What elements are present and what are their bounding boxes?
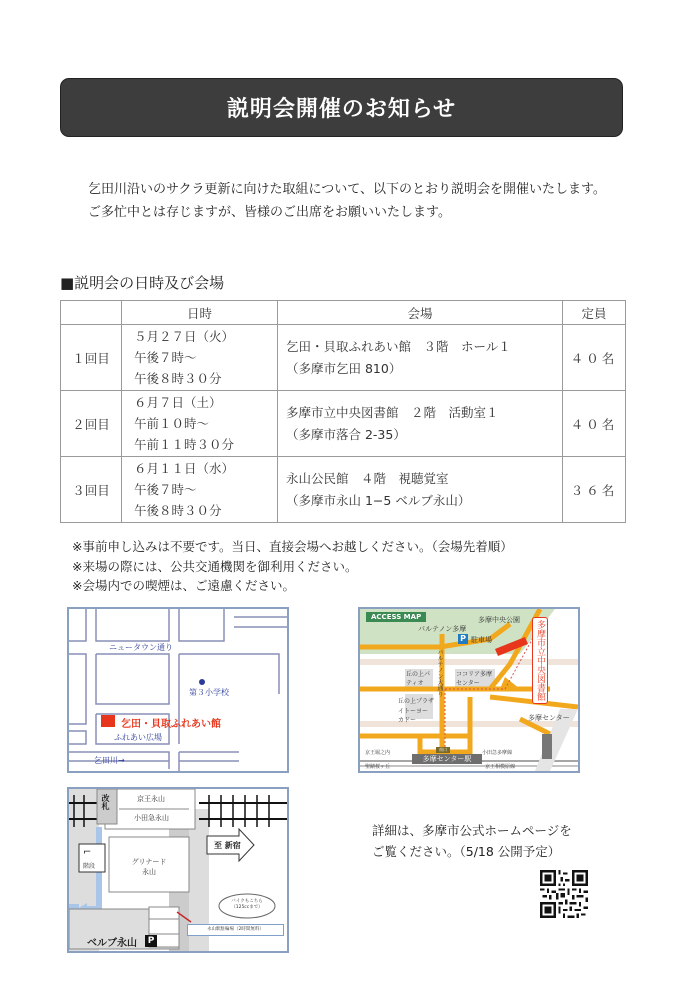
header-blank [61, 301, 122, 325]
parking-icon: P [145, 935, 157, 947]
details-line-2: ご覧ください。（5/18 公開予定） [372, 844, 561, 859]
belbu-label: ベルブ永山 [87, 938, 137, 949]
header-datetime: 日時 [122, 301, 278, 325]
datetime-cell [122, 391, 278, 457]
venue-label: 乞田・貝取ふれあい館 [121, 719, 221, 730]
access-map-header: ACCESS MAP [366, 612, 426, 622]
header-venue: 会場 [278, 301, 563, 325]
end-time: 午後８時３０分 [134, 371, 222, 386]
end-time: 午後８時３０分 [134, 503, 222, 518]
odakyu-line-label: 小田急多摩線 [482, 750, 513, 756]
greenard-label: グリナード永山 [131, 858, 167, 876]
end-time: 午前１１時３０分 [134, 437, 235, 452]
map-fureai-kan [67, 607, 289, 773]
table-header-row [61, 301, 626, 325]
round-cell: ２回目 [61, 391, 122, 457]
start-time: 午後７時～ [134, 482, 197, 497]
page-title: 説明会開催のお知らせ [226, 97, 457, 122]
road-lines [69, 609, 287, 771]
capacity-cell: ４０名 [563, 325, 626, 391]
round-cell: ３回目 [61, 457, 122, 523]
parking-label: 駐車場 [471, 636, 492, 644]
header-capacity: 定員 [563, 301, 626, 325]
qr-code-icon[interactable] [540, 870, 588, 918]
section-heading: ■説明会の日時及び会場 [60, 274, 225, 292]
date: ５月２７日（火） [134, 329, 235, 344]
note-3: ※会場内での喫煙は、ご遠慮ください。 [72, 578, 295, 593]
parthenon-street-label: パルテノン大通り [436, 649, 443, 697]
venue-name: 永山公民館 ４階 視聴覚室 [286, 470, 449, 486]
venue-name: 乞田・貝取ふれあい館 ３階 ホール１ [286, 338, 511, 354]
capacity-cell: ４０名 [563, 391, 626, 457]
note-1: ※事前申し込みは不要です。当日、直接会場へお越しください。（会場先着順） [72, 539, 513, 554]
parking-icon: P [458, 634, 468, 644]
river-label: 乞田川→ [94, 756, 125, 765]
table-row [61, 457, 626, 523]
library-label: 多摩市立中央図書館 [532, 617, 548, 704]
venue-address: （多摩市永山 1−5 ベルブ永山） [286, 492, 471, 508]
capacity-cell: ３６名 [563, 457, 626, 523]
keio-sagami-label: 京王相模原線 [485, 764, 516, 770]
bike-note-label: バイクもこちら（125ccまで） [231, 899, 263, 910]
south-exit-label: 南口 [436, 747, 450, 753]
venue-cell [278, 457, 563, 523]
coria-label: ココリア多摩センター [456, 671, 493, 687]
keio-nagayama-label: 京王永山 [137, 795, 165, 803]
left-label-2: 聖蹟桜ヶ丘 [365, 764, 391, 770]
intro-line-2: ご多忙中とは存じますが、皆様のご出席をお願いいたします。 [88, 205, 451, 220]
table-row [61, 391, 626, 457]
odakyu-nagayama-label: 小田急永山 [134, 814, 169, 822]
left-label-1: 京王堀之内 [365, 750, 391, 756]
date: ６月７日（土） [134, 395, 222, 410]
venue-address: （多摩市乞田 810） [286, 360, 402, 376]
venue-name: 多摩市立中央図書館 ２階 活動室１ [286, 404, 499, 420]
details-line-1: 詳細は、多摩市公式ホームページを [372, 823, 572, 838]
table-row [61, 325, 626, 391]
venue-marker-icon [101, 715, 115, 727]
intro-line-1: 乞田川沿いのサクラ更新に向けた取組について、以下のとおり説明会を開催いたします。 [88, 182, 606, 197]
venue-cell [278, 391, 563, 457]
hill-patio-label: 丘の上パティオ [406, 671, 431, 687]
bike-parking-label: 永山駅駐輪場（2時間無料） [187, 924, 284, 936]
title-banner [60, 78, 623, 137]
school-label: 第３小学校 [189, 688, 229, 697]
date: ６月１１日（水） [134, 461, 235, 476]
venue-address: （多摩市落合 2-35） [286, 426, 406, 442]
ito-yokado-label: イトーヨーカドー [398, 708, 429, 724]
tama-center-label: 多摩センター [528, 714, 570, 722]
parthenon-label: パルテノン多摩 [418, 625, 467, 633]
venue-cell [278, 325, 563, 391]
hill-plaza-label: 丘の上プラザ [398, 698, 435, 705]
school-marker-icon [199, 679, 205, 685]
map-belbu-nagayama [67, 787, 289, 953]
start-time: 午後７時～ [134, 350, 197, 365]
details-text [372, 820, 572, 862]
park-label: 多摩中央公園 [478, 616, 520, 624]
note-2: ※来場の際には、公共交通機関を御利用ください。 [72, 558, 358, 574]
station-label: 多摩センター駅 [412, 754, 482, 764]
street-label: ニュータウン通り [109, 643, 173, 652]
stairs-label: 階段 [83, 863, 96, 870]
plaza-label: ふれあい広場 [114, 733, 162, 742]
start-time: 午前１０時～ [134, 416, 210, 431]
ticket-gate-label: 改札 [101, 794, 110, 810]
round-cell: １回目 [61, 325, 122, 391]
notes [72, 537, 513, 596]
map-library-access [358, 607, 580, 773]
shinjuku-label: 至 新宿 [214, 841, 241, 850]
datetime-cell [122, 457, 278, 523]
intro-text [88, 178, 606, 224]
schedule-table [60, 300, 626, 523]
stairs-icon: ⌐ [83, 847, 92, 858]
datetime-cell [122, 325, 278, 391]
